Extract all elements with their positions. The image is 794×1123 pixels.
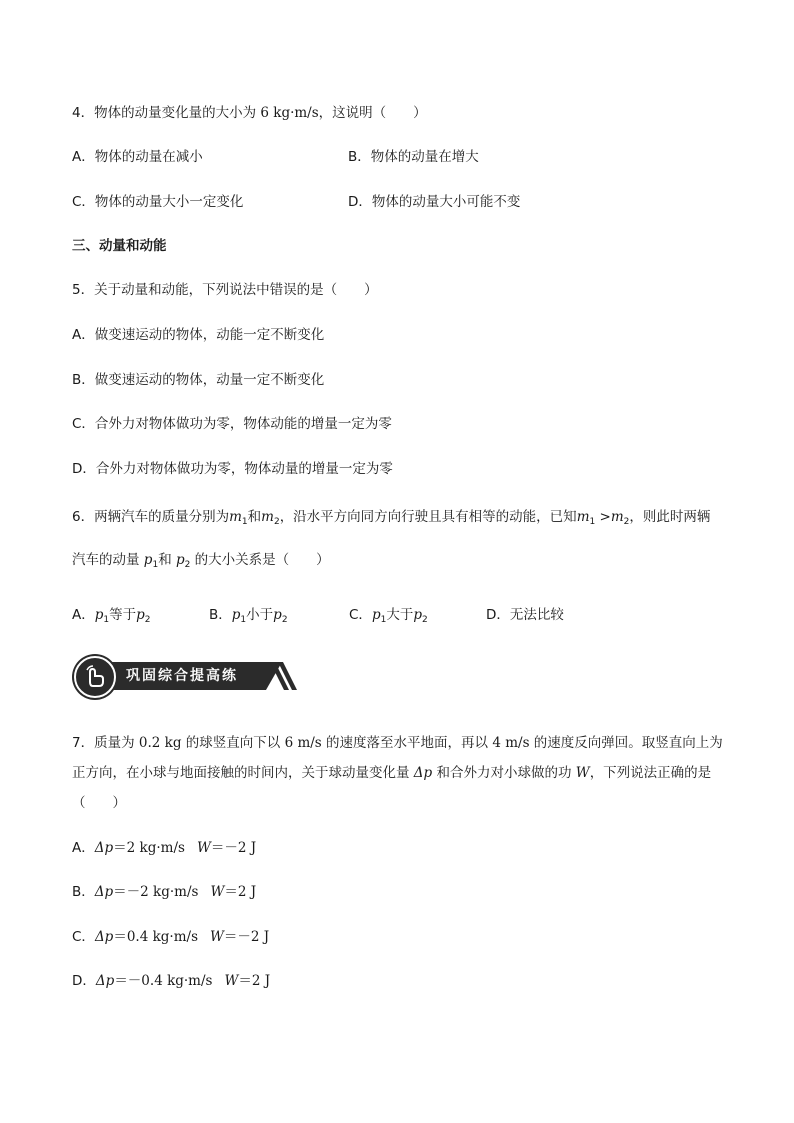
q6-opt-a-p2: p <box>136 607 145 623</box>
q7-opt-b-dp-val: ＝－2 kg·m/s <box>113 884 199 900</box>
q7-opt-a-W-val: ＝－2 J <box>210 840 257 856</box>
q7-opt-d-dp: Δp <box>95 973 115 989</box>
q6-text-b: ，沿水平方向同方向行驶且具有相等的动能，已知 <box>279 509 577 525</box>
q6-m1-cmp: m <box>576 509 590 525</box>
q6-p2: p <box>175 552 185 568</box>
q7-opt-c-prefix: C． <box>72 929 95 945</box>
q4-stem-text: 4．物体的动量变化量的大小为 <box>72 105 261 121</box>
q7-opt-c-W-val: ＝－2 J <box>223 929 270 945</box>
q7-opt-a-dp-val: ＝2 kg·m/s <box>113 840 185 856</box>
section-heading: 三、动量和动能 <box>72 238 167 254</box>
q5-option-c[interactable]: C．合外力对物体做功为零，物体动能的增量一定为零 <box>72 416 392 432</box>
hand-pointer-icon <box>74 656 116 698</box>
q6-line2-text: 汽车的动量 <box>72 552 144 568</box>
q7-mass: 0.2 kg <box>138 735 182 751</box>
q6-opt-b-p2-sub: 2 <box>281 615 288 625</box>
q7-text-c: 的速度落至水平地面，再以 <box>321 735 493 751</box>
q4-option-c[interactable]: C．物体的动量大小一定变化 <box>72 194 244 210</box>
q6-option-b[interactable] <box>209 606 288 629</box>
q7-stem-line2 <box>72 764 711 782</box>
q7-option-d[interactable] <box>72 972 270 990</box>
q7-opt-c-dp: Δp <box>94 929 114 945</box>
q7-option-c[interactable] <box>72 928 269 946</box>
section-banner <box>74 656 296 696</box>
q6-opt-c-p2-sub: 2 <box>421 615 428 625</box>
banner-title: 巩固综合提高练 <box>126 668 238 684</box>
q7-opt-b-W: W <box>210 884 225 900</box>
q6-line2-and: 和 <box>158 552 176 568</box>
q6-option-a[interactable] <box>72 606 151 629</box>
q7-opt-a-dp: Δp <box>94 840 114 856</box>
q6-opt-c-p1: p <box>371 607 381 623</box>
q7-text-d: 的速度反向弹回。取竖直向上为 <box>529 735 723 751</box>
q7-W: W <box>575 765 590 781</box>
q6-p2-sub: 2 <box>184 560 191 570</box>
q5-option-a[interactable]: A．做变速运动的物体，动能一定不断变化 <box>72 327 325 343</box>
q7-opt-a-prefix: A． <box>72 840 95 856</box>
q7-opt-c-W: W <box>210 929 224 945</box>
q7-option-b[interactable] <box>72 883 256 901</box>
q6-opt-b-p1: p <box>231 607 241 623</box>
q6-opt-b-prefix: B． <box>209 607 232 623</box>
q6-line2-tail: 的大小关系是（ ） <box>190 552 330 568</box>
q7-stem-line1 <box>72 734 723 752</box>
q6-opt-a-rel: 等于 <box>109 607 137 623</box>
q6-opt-a-p1-sub: 1 <box>103 615 110 625</box>
q4-option-a[interactable]: A．物体的动量在减小 <box>72 149 203 165</box>
q6-p1: p <box>143 552 153 568</box>
q6-opt-c-prefix: C． <box>349 607 372 623</box>
q6-opt-c-rel: 大于 <box>386 607 414 623</box>
q7-opt-d-dp-val: ＝－0.4 kg·m/s <box>114 973 213 989</box>
q7-opt-d-prefix: D． <box>72 973 96 989</box>
q6-m1-cmp-sub: 1 <box>589 517 596 527</box>
q6-m2-cmp: m <box>610 509 624 525</box>
q6-p1-sub: 1 <box>152 560 159 570</box>
q7-opt-b-dp: Δp <box>94 884 114 900</box>
q7-opt-d-W-val: ＝2 J <box>238 973 271 989</box>
q7-line2-b: 和合外力对小球做的功 <box>432 765 576 781</box>
q7-dp: Δp <box>413 765 433 781</box>
q6-m2-cmp-sub: 2 <box>623 517 630 527</box>
q4-stem <box>72 104 427 122</box>
q7-text-a: 7．质量为 <box>72 735 139 751</box>
q5-stem: 5．关于动量和动能，下列说法中错误的是（ ） <box>72 282 378 298</box>
q7-option-a[interactable] <box>72 839 256 857</box>
q7-stem-line3: （ ） <box>72 795 126 811</box>
q7-v2: 4 m/s <box>492 735 530 751</box>
q7-opt-b-W-val: ＝2 J <box>224 884 257 900</box>
q6-option-d[interactable]: D．无法比较 <box>486 607 564 623</box>
banner-stripes-icon <box>270 662 300 690</box>
q6-m2: m <box>261 509 274 525</box>
q6-opt-a-p1: p <box>94 607 104 623</box>
q6-m1-sub: 1 <box>241 517 248 527</box>
q4-stem-value: 6 kg·m/s <box>260 105 319 121</box>
q7-text-b: 的球竖直向下以 <box>181 735 285 751</box>
q6-gt: > <box>595 509 611 525</box>
q6-m1: m <box>229 509 242 525</box>
q7-opt-b-prefix: B． <box>72 884 95 900</box>
q6-opt-a-prefix: A． <box>72 607 95 623</box>
q7-line2-c: ，下列说法正确的是 <box>589 765 712 781</box>
q4-option-d[interactable]: D．物体的动量大小可能不变 <box>348 194 521 210</box>
q6-stem-line1 <box>72 508 710 531</box>
q5-option-b[interactable]: B．做变速运动的物体，动量一定不断变化 <box>72 372 325 388</box>
q6-opt-a-p2-sub: 2 <box>144 615 151 625</box>
q6-opt-c-p2: p <box>413 607 422 623</box>
q7-line2-a: 正方向，在小球与地面接触的时间内，关于球动量变化量 <box>72 765 414 781</box>
q6-option-c[interactable] <box>349 606 428 629</box>
q4-stem-tail: ，这说明（ ） <box>318 105 427 121</box>
q6-m2-sub: 2 <box>273 517 280 527</box>
q7-opt-d-W: W <box>224 973 239 989</box>
q7-opt-a-W: W <box>196 840 211 856</box>
q6-and: 和 <box>247 509 262 525</box>
q6-stem-line2 <box>72 551 330 574</box>
q6-text-c: ，则此时两辆 <box>629 509 711 525</box>
q6-opt-c-p1-sub: 1 <box>380 615 387 625</box>
q4-option-b[interactable]: B．物体的动量在增大 <box>348 149 479 165</box>
q6-opt-b-p2: p <box>273 607 282 623</box>
q6-text: 6．两辆汽车的质量分别为 <box>72 509 230 525</box>
q6-opt-b-rel: 小于 <box>246 607 274 623</box>
q6-opt-b-p1-sub: 1 <box>240 615 247 625</box>
q7-opt-c-dp-val: ＝0.4 kg·m/s <box>113 929 198 945</box>
q5-option-d[interactable]: D．合外力对物体做功为零，物体动量的增量一定为零 <box>72 461 393 477</box>
q7-v1: 6 m/s <box>284 735 322 751</box>
